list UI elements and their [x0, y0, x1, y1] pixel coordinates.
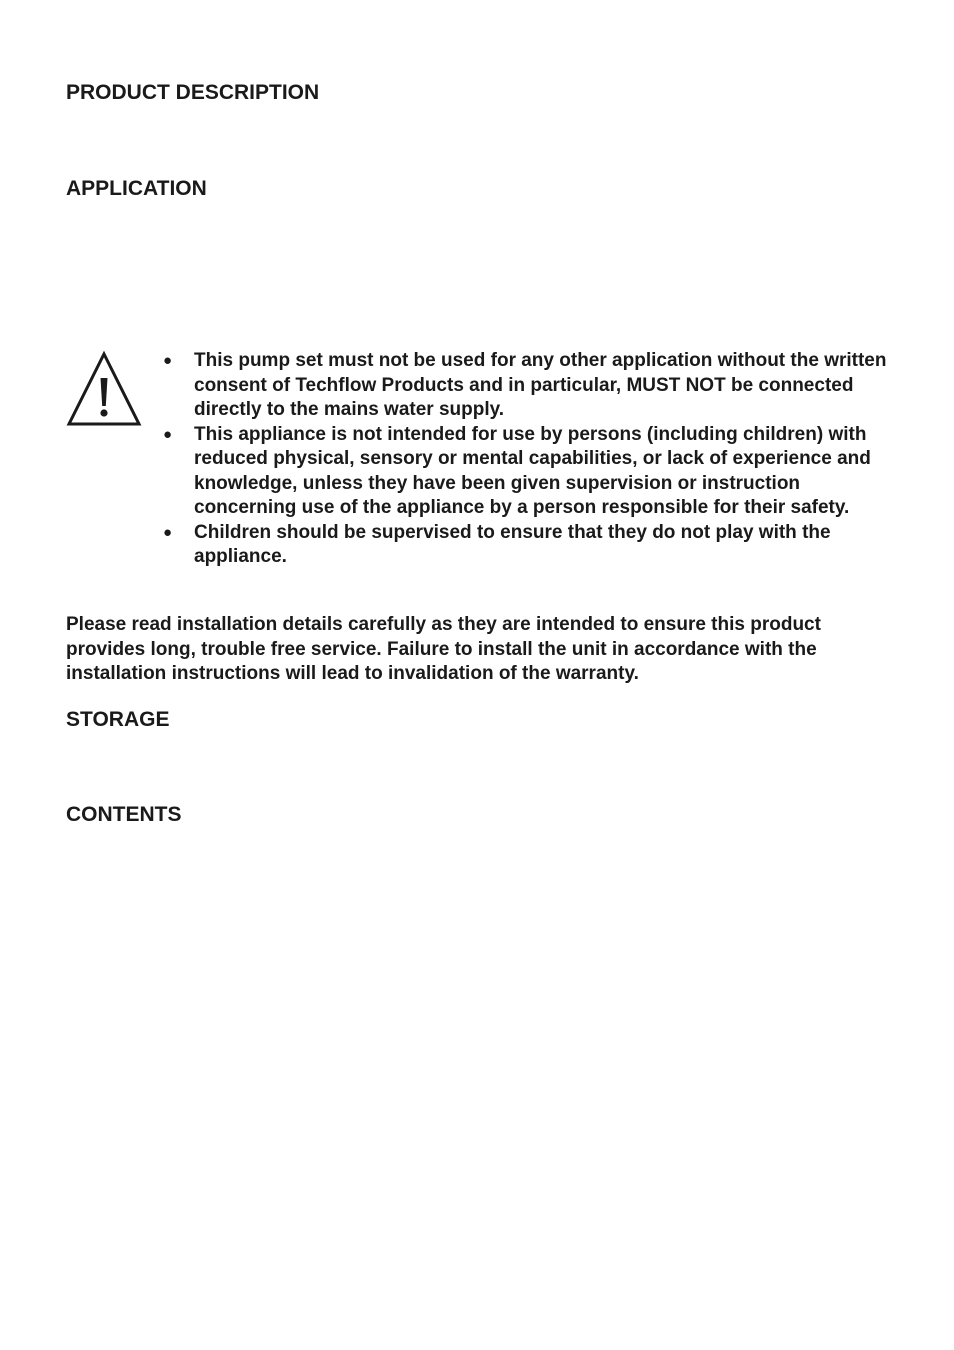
heading-application: APPLICATION	[66, 177, 207, 200]
warning-item-text: This appliance is not intended for use by persons (including children) with reduced physical, sensory or mental capabilities, or lack of experience and knowledge, unless they have been given supervision or instruction concerning use of the appliance by a person responsible for their safety.	[194, 423, 871, 518]
warning-list	[160, 349, 890, 570]
warning-item-text: This pump set must not be used for any other application without the written consent of Techflow Products and in particular, MUST NOT be connected directly to the mains water supply.	[194, 350, 887, 420]
warning-triangle-icon	[66, 350, 142, 428]
heading-contents: CONTENTS	[66, 803, 182, 826]
warning-item	[160, 521, 890, 570]
heading-product-description: PRODUCT DESCRIPTION	[66, 81, 320, 104]
warning-item	[160, 349, 890, 423]
heading-storage: STORAGE	[66, 708, 170, 731]
installation-notice: Please read installation details carefully as they are intended to ensure this product provides long, trouble free service. Failure to install the unit in accordance with the installation instructions will lead to invalidation of the warranty.	[66, 614, 821, 684]
bullet-icon: ●	[163, 523, 173, 541]
warning-item-text: Children should be supervised to ensure that they do not play with the appliance.	[194, 521, 831, 567]
warning-item	[160, 423, 890, 521]
bullet-icon: ●	[163, 352, 173, 369]
bullet-icon: ●	[163, 425, 173, 443]
